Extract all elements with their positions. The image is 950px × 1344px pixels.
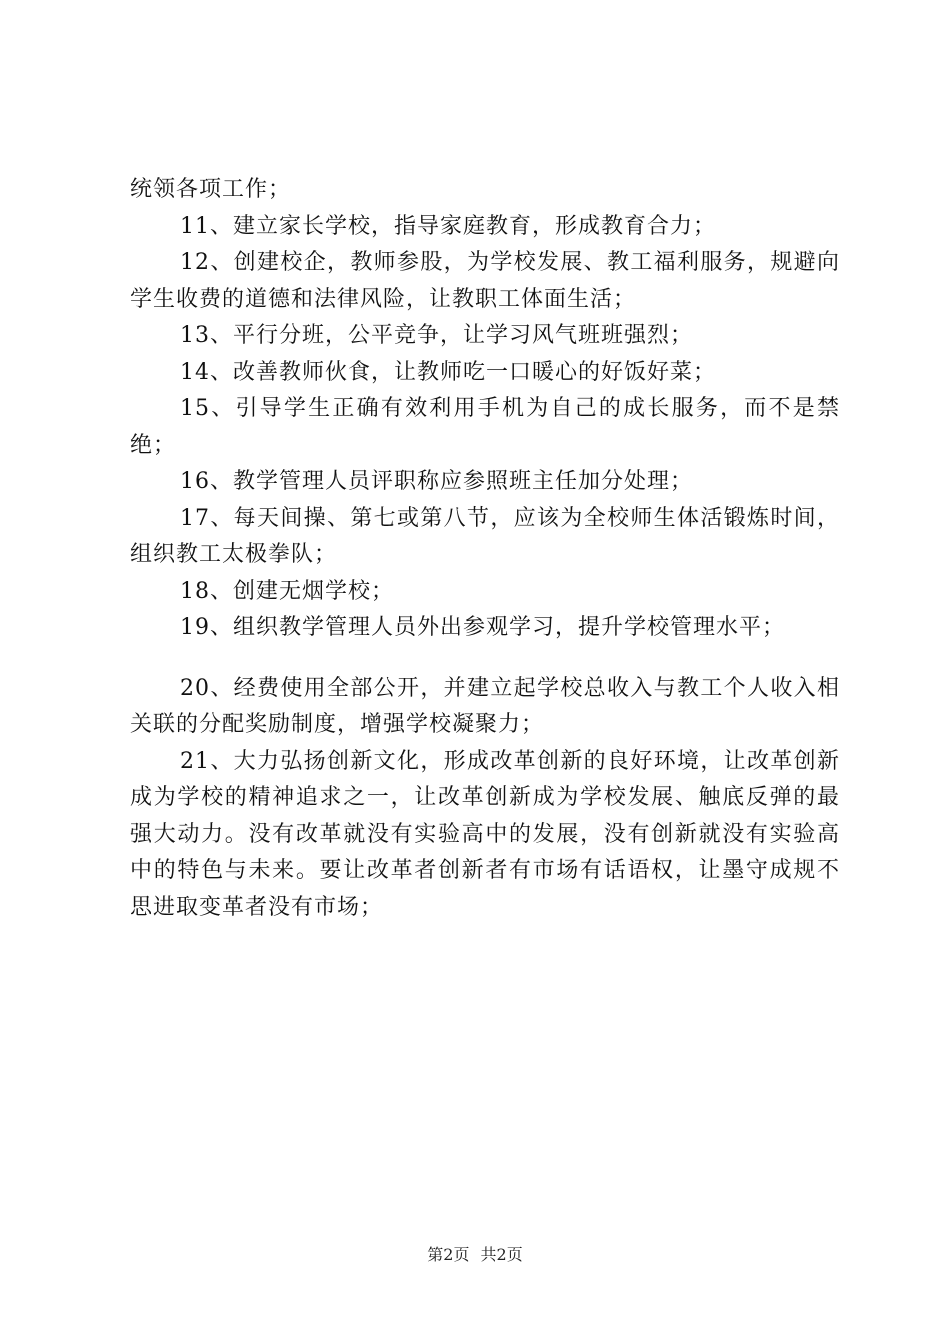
page-number: 第2页 [427,1245,470,1264]
paragraph-item-18: 18、创建无烟学校； [180,578,394,604]
paragraph-item-19: 19、组织教学管理人员外出参观学习，提升学校管理水平； [180,615,785,640]
paragraph-item-13: 13、平行分班，公平竞争，让学习风气班班强烈； [180,323,693,348]
paragraph-item-16: 16、教学管理人员评职称应参照班主任加分处理； [180,469,693,494]
paragraph-item-15: 15、引导学生正确有效利用手机为自己的成长服务，而不是禁绝； [130,396,840,458]
paragraph-item-20: 20、经费使用全部公开，并建立起学校总收入与教工个人收入相关联的分配奖励制度，增强学校凝聚力； [130,675,840,737]
paragraph-item-11: 11、建立家长学校，指导家庭教育，形成教育合力； [180,213,716,239]
paragraph-item-12: 12、创建校企，教师参股，为学校发展、教工福利服务，规避向学生收费的道德和法律风险，让教职工体面生活； [130,250,840,312]
paragraph-item-17: 17、每天间操、第七或第八节，应该为全校师生体活锻炼时间，组织教工太极拳队； [130,505,840,567]
paragraph-item-21: 21、大力弘扬创新文化，形成改革创新的良好环境，让改革创新成为学校的精神追求之一，让改革创新成为学校发展、触底反弹的最强大动力。没有改革就没有实验高中的发展，没有创新就没有实验高中的特色与未来。要让改革者创新者有市场有话语权，让墨守成规不思进取变革者没有市场； [130,748,840,920]
paragraph-continuation: 统领各项工作； [130,177,292,202]
page-footer [0,1244,950,1266]
document-body [130,172,840,926]
paragraph-item-14: 14、改善教师伙食，让教师吃一口暖心的好饭好菜； [180,359,716,385]
page-total: 共2页 [480,1245,523,1264]
